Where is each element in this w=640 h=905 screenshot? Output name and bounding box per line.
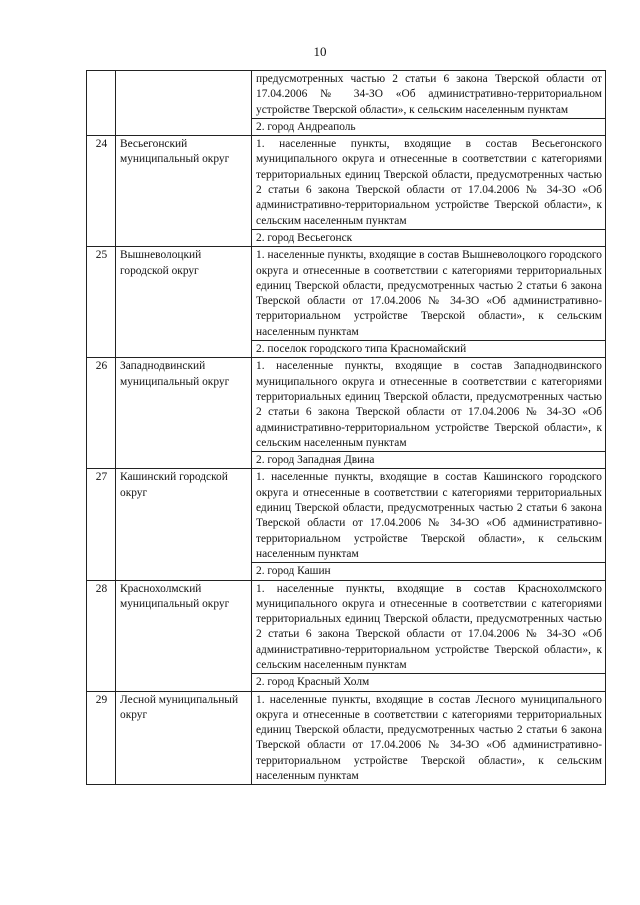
district-name-cell: Краснохолмский муниципальный округ (116, 580, 252, 691)
district-name-cell: Западнодвинский муниципальный округ (116, 358, 252, 469)
district-name-cell: Лесной муниципальный округ (116, 691, 252, 785)
row-number-cell: 29 (87, 691, 116, 785)
settlement-item-cell: 1. населенные пункты, входящие в состав Кашинского городского округа и отнесенные в соответствии с категориями территориальных единиц Тверской области, предусмотренных частью 2 статьи 6 закона Тверской области от 17.04.2006 № 34-ЗО «Об административно-территориальном устройстве Тверской области», к сельским населенным пунктам (252, 469, 606, 563)
table-row (87, 71, 606, 119)
settlement-item-cell: 2. город Западная Двина (252, 452, 606, 469)
table-row (87, 691, 606, 785)
table-row (87, 580, 606, 674)
row-number-cell (87, 71, 116, 136)
table-row (87, 136, 606, 230)
settlement-item-cell: 2. поселок городского типа Красномайский (252, 341, 606, 358)
row-number-cell: 24 (87, 136, 116, 247)
settlement-item-cell: 1. населенные пункты, входящие в состав Лесного муниципального округа и отнесенные в соответствии с категориями территориальных единиц Тверской области, предусмотренных частью 2 статьи 6 закона Тверской области от 17.04.2006 № 34-ЗО «Об административно-территориальном устройстве Тверской области», к сельским населенным пунктам (252, 691, 606, 785)
settlement-item-cell: предусмотренных частью 2 статьи 6 закона Тверской области от 17.04.2006 № 34-ЗО «Об административно-территориальном устройстве Тверской области», к сельским населенным пунктам (252, 71, 606, 119)
table-row (87, 358, 606, 452)
table-row (87, 469, 606, 563)
settlements-table (86, 70, 606, 785)
settlement-item-cell: 1. населенные пункты, входящие в состав Вышневолоцкого городского округа и отнесенные в соответствии с категориями территориальных единиц Тверской области, предусмотренных частью 2 статьи 6 закона Тверской области от 17.04.2006 № 34-ЗО «Об административно-территориальном устройстве Тверской области», к сельским населенным пунктам (252, 247, 606, 341)
settlement-item-cell: 2. город Весьегонск (252, 229, 606, 246)
district-name-cell: Весьегонский муниципальный округ (116, 136, 252, 247)
district-name-cell: Кашинский городской округ (116, 469, 252, 580)
settlement-item-cell: 1. населенные пункты, входящие в состав Краснохолмского муниципального округа и отнесенные в соответствии с категориями территориальных единиц Тверской области, предусмотренных частью 2 статьи 6 закона Тверской области от 17.04.2006 № 34-ЗО «Об административно-территориальном устройстве Тверской области», к сельским населенным пунктам (252, 580, 606, 674)
district-name-cell (116, 71, 252, 136)
row-number-cell: 27 (87, 469, 116, 580)
settlement-item-cell: 1. населенные пункты, входящие в состав Западнодвинского муниципального округа и отнесенные в соответствии с категориями территориальных единиц Тверской области, предусмотренных частью 2 статьи 6 закона Тверской области от 17.04.2006 № 34-ЗО «Об административно-территориальном устройстве Тверской области», к сельским населенным пунктам (252, 358, 606, 452)
settlement-item-cell: 2. город Красный Холм (252, 674, 606, 691)
row-number-cell: 26 (87, 358, 116, 469)
settlement-item-cell: 2. город Андреаполь (252, 118, 606, 135)
page-number: 10 (313, 44, 327, 59)
row-number-cell: 25 (87, 247, 116, 358)
settlement-item-cell: 1. населенные пункты, входящие в состав Весьегонского муниципального округа и отнесенные в соответствии с категориями территориальных единиц Тверской области, предусмотренных частью 2 статьи 6 закона Тверской области от 17.04.2006 № 34-ЗО «Об административно-территориальном устройстве Тверской области», к сельским населенным пунктам (252, 136, 606, 230)
row-number-cell: 28 (87, 580, 116, 691)
table-row (87, 247, 606, 341)
district-name-cell: Вышневолоцкий городской округ (116, 247, 252, 358)
settlement-item-cell: 2. город Кашин (252, 563, 606, 580)
